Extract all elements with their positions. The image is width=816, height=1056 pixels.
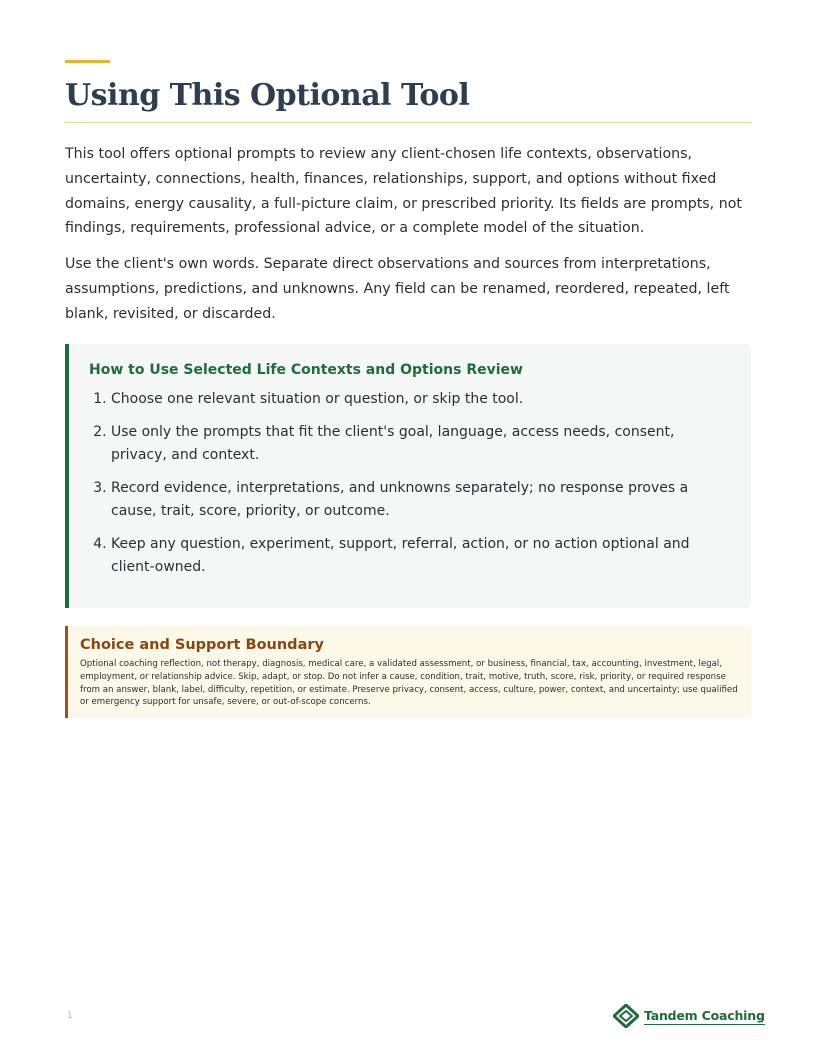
title-accent-bar	[65, 60, 110, 63]
brand-logo	[613, 1004, 765, 1028]
intro-paragraph: Use the client's own words. Separate direct observations and sources from interpretations, assumptions, predictions, and unknowns. Any field can be renamed, reordered, repeated, left blank, revisited, or discarded.	[65, 256, 730, 322]
boundary-text: Optional coaching reflection, not therapy, diagnosis, medical care, a validated assessment, or business, financial, tax, accounting, investment, legal, employment, or relationship advice. Skip, adapt, or stop. Do not infer a cause, condition, trait, motive, truth, score, risk, priority, or required response from an answer, blank, label, difficulty, repetition, or estimate. Preserve privacy, consent, access, culture, power, context, and uncertainty; use qualified or emergency support for unsafe, severe, or out-of-scope concerns.	[80, 659, 738, 708]
intro-paragraph: This tool offers optional prompts to review any client-chosen life contexts, observations, uncertainty, connections, health, finances, relationships, support, and options without fixed domains, energy causality, a full-picture claim, or prescribed priority. Its fields are prompts, not findings, requirements, professional advice, or a complete model of the situation.	[65, 146, 742, 237]
boundary-title: Choice and Support Boundary	[80, 637, 324, 653]
title-divider	[65, 122, 751, 123]
how-to-use-callout	[65, 344, 751, 608]
boundary-callout	[65, 626, 751, 718]
how-to-step: 4. Keep any question, experiment, support, referral, action, or no action optional and client-owned.	[111, 533, 729, 579]
page-title: Using This Optional Tool	[65, 78, 470, 113]
how-to-step: 3. Record evidence, interpretations, and unknowns separately; no response proves a cause, trait, score, priority, or outcome.	[111, 477, 729, 523]
page-number: 1	[67, 1011, 73, 1021]
brand-name: Tandem Coaching	[644, 1007, 765, 1023]
how-to-step: 2. Use only the prompts that fit the client's goal, language, access needs, consent, privacy, and context.	[111, 421, 729, 467]
diamond-logo-icon	[613, 1004, 639, 1028]
intro-section	[65, 142, 751, 338]
how-to-step: 1. Choose one relevant situation or question, or skip the tool.	[111, 388, 729, 411]
how-to-use-title: How to Use Selected Life Contexts and Options Review	[89, 362, 523, 378]
how-to-use-steps	[89, 388, 729, 589]
